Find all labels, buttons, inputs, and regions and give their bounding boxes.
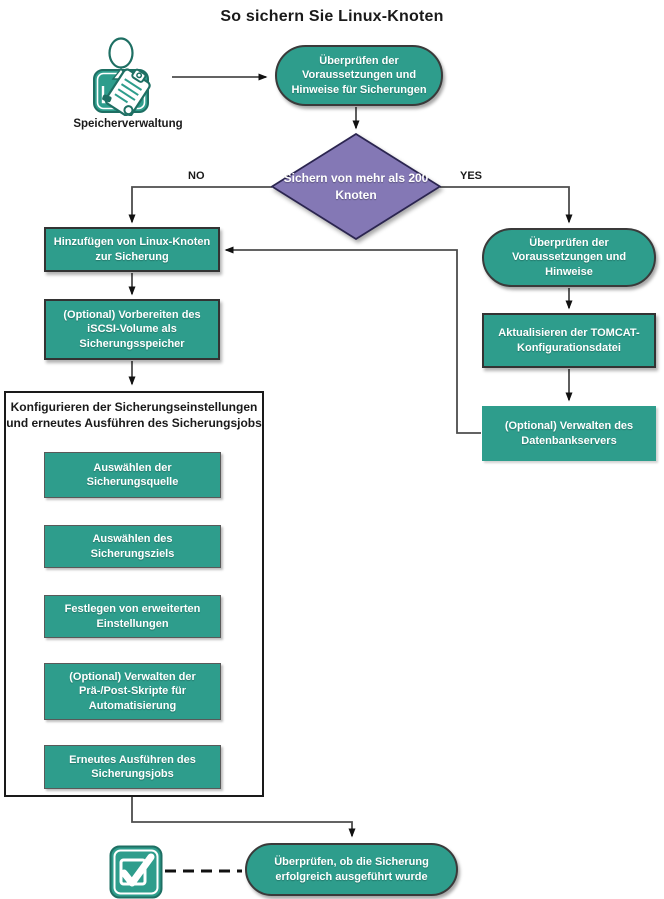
node-add-linux-nodes: Hinzufügen von Linux-Knoten zur Sicherung <box>44 227 220 272</box>
checkbox-checked-icon <box>109 845 163 899</box>
node-rerun-backup-job: Erneutes Ausführen des Sicherungsjobs <box>44 745 221 789</box>
node-manage-scripts: (Optional) Verwalten der Prä-/Post-Skripte für Automatisierung <box>44 663 221 720</box>
decision-diamond <box>271 133 441 240</box>
node-select-backup-target: Auswählen des Sicherungsziels <box>44 525 221 568</box>
decision-label: Sichern von mehr als 200 Knoten <box>283 171 429 202</box>
configure-group-title: Konfigurieren der Sicherungseinstellungen und erneutes Ausführen des Sicherungsjobs <box>6 400 262 431</box>
actor-label: Speicherverwaltung <box>73 118 183 130</box>
branch-yes-label: YES <box>460 170 483 182</box>
page-title: So sichern Sie Linux-Knoten <box>220 8 444 25</box>
node-advanced-settings: Festlegen von erweiterten Einstellungen <box>44 595 221 638</box>
node-check-prereq-backups: Überprüfen der Voraussetzungen und Hinweise für Sicherungen <box>275 45 443 106</box>
node-manage-db-server: (Optional) Verwalten des Datenbankservers <box>482 406 656 461</box>
node-verify-backup: Überprüfen, ob die Sicherung erfolgreich ausgeführt wurde <box>245 843 458 896</box>
node-select-backup-source: Auswählen der Sicherungsquelle <box>44 452 221 498</box>
branch-no-label: NO <box>188 170 205 182</box>
node-prepare-iscsi: (Optional) Vorbereiten des iSCSI-Volume als Sicherungsspeicher <box>44 299 220 360</box>
node-check-prereq-notes: Überprüfen der Voraussetzungen und Hinweise <box>482 228 656 287</box>
storage-admin-clipboard-icon <box>88 36 168 116</box>
node-update-tomcat: Aktualisieren der TOMCAT-Konfigurationsdatei <box>482 313 656 368</box>
